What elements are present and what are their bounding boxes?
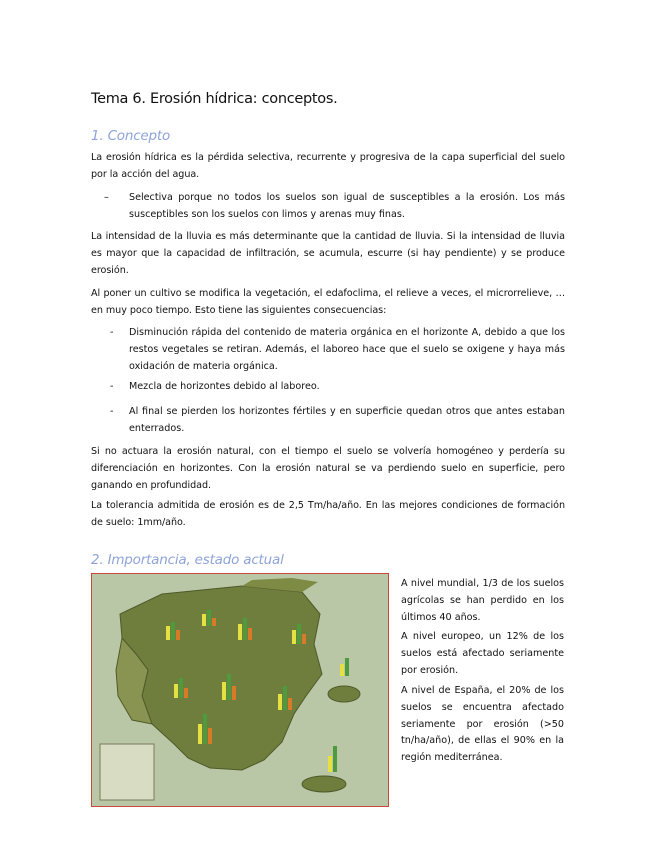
list-item: Disminución rápida del contenido de materia orgánica en el horizonte A, debido a que los restos vegetales se retiran. Además, el laboreo hace que el suelo se oxigene y haya más oxidación de materia orgánica.	[129, 327, 565, 372]
list-marker: -	[110, 327, 114, 338]
section-heading-importancia: 2. Importancia, estado actual	[91, 552, 284, 568]
list-item: Mezcla de horizontes debido al laboreo.	[129, 381, 320, 392]
paragraph: Al poner un cultivo se modifica la vegetación, el edafoclima, el relieve a veces, el microrrelieve, … en muy poco tiempo. Esto tiene las siguientes consecuencias:	[91, 288, 565, 316]
map-illustration	[92, 574, 388, 806]
paragraph: La tolerancia admitida de erosión es de 2,5 Tm/ha/año. En las mejores condiciones de formación de suelo: 1mm/año.	[91, 500, 565, 528]
side-paragraph: A nivel mundial, 1/3 de los suelos agrícolas se han perdido en los últimos 40 años.	[401, 578, 564, 623]
section-heading-concepto: 1. Concepto	[91, 128, 171, 144]
list-marker: -	[110, 381, 114, 392]
side-paragraph: A nivel de España, el 20% de los suelos se encuentra afectado seriamente por erosión (>50 tn/ha/año), de ellas el 90% en la región mediterránea.	[401, 685, 564, 764]
side-paragraph: A nivel europeo, un 12% de los suelos está afectado seriamente por erosión.	[401, 631, 564, 676]
bullet-marker: –	[104, 192, 109, 203]
paragraph: Si no actuara la erosión natural, con el tiempo el suelo se volvería homogéneo y perdería su diferenciación en horizontes. Con la erosión natural se va perdiendo suelo en superficie, pero ganando en profundidad.	[91, 446, 565, 491]
page-title: Tema 6. Erosión hídrica: conceptos.	[91, 91, 338, 107]
bullet-item: Selectiva porque no todos los suelos son igual de susceptibles a la erosión. Los más susceptibles son los suelos con limos y arenas muy finas.	[129, 192, 565, 220]
list-marker: -	[110, 406, 114, 417]
list-item: Al final se pierden los horizontes fértiles y en superficie quedan otros que antes estaban enterrados.	[129, 406, 565, 434]
paragraph: La intensidad de la lluvia es más determinante que la cantidad de lluvia. Si la intensidad de lluvia es mayor que la capacidad de infiltración, se acumula, escurre (si hay pendiente) y se produce erosión.	[91, 231, 565, 276]
paragraph: La erosión hídrica es la pérdida selectiva, recurrente y progresiva de la capa superficial del suelo por la acción del agua.	[91, 152, 565, 180]
spain-erosion-map	[91, 573, 389, 807]
